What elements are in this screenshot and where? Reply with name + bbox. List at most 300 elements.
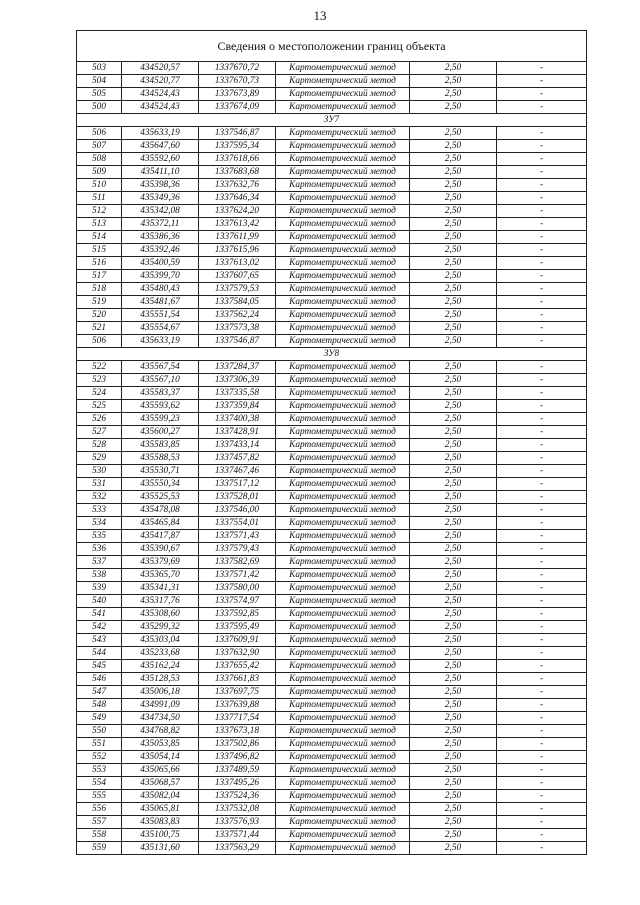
- description-cell: -: [497, 530, 587, 543]
- table-row: [77, 686, 587, 699]
- coord-x-cell: 435592,60: [122, 153, 199, 166]
- table-row: [77, 504, 587, 517]
- point-number-cell: 543: [77, 634, 122, 647]
- coord-y-cell: 1337592,85: [199, 608, 276, 621]
- method-cell: Картометрический метод: [276, 608, 410, 621]
- table-row: [77, 62, 587, 75]
- method-cell: Картометрический метод: [276, 530, 410, 543]
- table-row: [77, 517, 587, 530]
- accuracy-cell: 2,50: [410, 400, 497, 413]
- section-label: ЗУ7: [77, 114, 587, 127]
- accuracy-cell: 2,50: [410, 231, 497, 244]
- description-cell: -: [497, 309, 587, 322]
- point-number-cell: 507: [77, 140, 122, 153]
- coord-x-cell: 435583,85: [122, 439, 199, 452]
- description-cell: -: [497, 322, 587, 335]
- coord-y-cell: 1337457,82: [199, 452, 276, 465]
- description-cell: -: [497, 673, 587, 686]
- description-cell: -: [497, 543, 587, 556]
- description-cell: -: [497, 426, 587, 439]
- method-cell: Картометрический метод: [276, 231, 410, 244]
- table-row: [77, 218, 587, 231]
- table-row: [77, 751, 587, 764]
- table-row: [77, 803, 587, 816]
- point-number-cell: 541: [77, 608, 122, 621]
- description-cell: -: [497, 140, 587, 153]
- table-row: [77, 413, 587, 426]
- method-cell: Картометрический метод: [276, 452, 410, 465]
- method-cell: Картометрический метод: [276, 517, 410, 530]
- method-cell: Картометрический метод: [276, 816, 410, 829]
- accuracy-cell: 2,50: [410, 218, 497, 231]
- description-cell: -: [497, 803, 587, 816]
- coord-x-cell: 435006,18: [122, 686, 199, 699]
- method-cell: Картометрический метод: [276, 322, 410, 335]
- description-cell: -: [497, 413, 587, 426]
- accuracy-cell: 2,50: [410, 75, 497, 88]
- accuracy-cell: 2,50: [410, 322, 497, 335]
- point-number-cell: 513: [77, 218, 122, 231]
- description-cell: -: [497, 335, 587, 348]
- table-row: [77, 621, 587, 634]
- accuracy-cell: 2,50: [410, 608, 497, 621]
- accuracy-cell: 2,50: [410, 192, 497, 205]
- description-cell: -: [497, 764, 587, 777]
- point-number-cell: 512: [77, 205, 122, 218]
- coord-x-cell: 434768,82: [122, 725, 199, 738]
- coord-y-cell: 1337584,05: [199, 296, 276, 309]
- accuracy-cell: 2,50: [410, 842, 497, 855]
- table-row: [77, 595, 587, 608]
- point-number-cell: 550: [77, 725, 122, 738]
- table-row: [77, 426, 587, 439]
- point-number-cell: 538: [77, 569, 122, 582]
- table-row: [77, 491, 587, 504]
- description-cell: -: [497, 231, 587, 244]
- description-cell: -: [497, 374, 587, 387]
- coord-x-cell: 435530,71: [122, 465, 199, 478]
- description-cell: -: [497, 647, 587, 660]
- coord-x-cell: 435550,34: [122, 478, 199, 491]
- coord-x-cell: 435128,53: [122, 673, 199, 686]
- description-cell: -: [497, 88, 587, 101]
- method-cell: Картометрический метод: [276, 374, 410, 387]
- coord-x-cell: 435567,10: [122, 374, 199, 387]
- description-cell: -: [497, 595, 587, 608]
- coord-y-cell: 1337670,72: [199, 62, 276, 75]
- table-row: [77, 699, 587, 712]
- method-cell: Картометрический метод: [276, 244, 410, 257]
- table-row: [77, 543, 587, 556]
- table-row: [77, 465, 587, 478]
- boundary-table-container: [76, 30, 586, 855]
- coord-x-cell: 435551,54: [122, 309, 199, 322]
- table-row: [77, 816, 587, 829]
- coord-x-cell: 435399,70: [122, 270, 199, 283]
- table-row: [77, 439, 587, 452]
- accuracy-cell: 2,50: [410, 426, 497, 439]
- description-cell: -: [497, 725, 587, 738]
- description-cell: -: [497, 478, 587, 491]
- coord-x-cell: 435583,37: [122, 387, 199, 400]
- description-cell: -: [497, 75, 587, 88]
- accuracy-cell: 2,50: [410, 647, 497, 660]
- table-row: [77, 829, 587, 842]
- coord-x-cell: 435633,19: [122, 335, 199, 348]
- accuracy-cell: 2,50: [410, 244, 497, 257]
- accuracy-cell: 2,50: [410, 686, 497, 699]
- boundary-table: [76, 30, 587, 855]
- accuracy-cell: 2,50: [410, 699, 497, 712]
- method-cell: Картометрический метод: [276, 283, 410, 296]
- point-number-cell: 520: [77, 309, 122, 322]
- accuracy-cell: 2,50: [410, 478, 497, 491]
- coord-y-cell: 1337674,09: [199, 101, 276, 114]
- table-row: [77, 556, 587, 569]
- coord-y-cell: 1337495,26: [199, 777, 276, 790]
- point-number-cell: 556: [77, 803, 122, 816]
- table-header-row: [77, 31, 587, 62]
- coord-x-cell: 435386,36: [122, 231, 199, 244]
- accuracy-cell: 2,50: [410, 816, 497, 829]
- coord-y-cell: 1337670,73: [199, 75, 276, 88]
- coord-x-cell: 435065,81: [122, 803, 199, 816]
- description-cell: -: [497, 270, 587, 283]
- description-cell: -: [497, 218, 587, 231]
- description-cell: -: [497, 634, 587, 647]
- method-cell: Картометрический метод: [276, 777, 410, 790]
- point-number-cell: 522: [77, 361, 122, 374]
- coord-y-cell: 1337632,76: [199, 179, 276, 192]
- table-row: [77, 478, 587, 491]
- description-cell: -: [497, 283, 587, 296]
- point-number-cell: 518: [77, 283, 122, 296]
- method-cell: Картометрический метод: [276, 647, 410, 660]
- coord-x-cell: 435390,67: [122, 543, 199, 556]
- coord-x-cell: 435411,10: [122, 166, 199, 179]
- coord-x-cell: 434520,57: [122, 62, 199, 75]
- method-cell: Картометрический метод: [276, 296, 410, 309]
- coord-y-cell: 1337697,75: [199, 686, 276, 699]
- method-cell: Картометрический метод: [276, 153, 410, 166]
- coord-y-cell: 1337489,59: [199, 764, 276, 777]
- point-number-cell: 544: [77, 647, 122, 660]
- accuracy-cell: 2,50: [410, 439, 497, 452]
- accuracy-cell: 2,50: [410, 504, 497, 517]
- table-row: [77, 764, 587, 777]
- method-cell: Картометрический метод: [276, 543, 410, 556]
- coord-y-cell: 1337532,08: [199, 803, 276, 816]
- point-number-cell: 506: [77, 335, 122, 348]
- method-cell: Картометрический метод: [276, 699, 410, 712]
- coord-y-cell: 1337496,82: [199, 751, 276, 764]
- method-cell: Картометрический метод: [276, 400, 410, 413]
- point-number-cell: 505: [77, 88, 122, 101]
- point-number-cell: 514: [77, 231, 122, 244]
- table-row: [77, 179, 587, 192]
- description-cell: -: [497, 439, 587, 452]
- accuracy-cell: 2,50: [410, 101, 497, 114]
- point-number-cell: 532: [77, 491, 122, 504]
- coord-x-cell: 435567,54: [122, 361, 199, 374]
- point-number-cell: 510: [77, 179, 122, 192]
- coord-y-cell: 1337576,93: [199, 816, 276, 829]
- point-number-cell: 517: [77, 270, 122, 283]
- coord-y-cell: 1337284,37: [199, 361, 276, 374]
- method-cell: Картометрический метод: [276, 829, 410, 842]
- description-cell: -: [497, 205, 587, 218]
- table-row: [77, 205, 587, 218]
- point-number-cell: 545: [77, 660, 122, 673]
- method-cell: Картометрический метод: [276, 725, 410, 738]
- coord-y-cell: 1337528,01: [199, 491, 276, 504]
- table-row: [77, 660, 587, 673]
- description-cell: -: [497, 361, 587, 374]
- coord-x-cell: 435400,59: [122, 257, 199, 270]
- accuracy-cell: 2,50: [410, 530, 497, 543]
- coord-x-cell: 435392,46: [122, 244, 199, 257]
- table-row: [77, 400, 587, 413]
- coord-x-cell: 435303,04: [122, 634, 199, 647]
- table-row: [77, 101, 587, 114]
- coord-x-cell: 435068,57: [122, 777, 199, 790]
- coord-y-cell: 1337661,83: [199, 673, 276, 686]
- coord-y-cell: 1337673,89: [199, 88, 276, 101]
- point-number-cell: 529: [77, 452, 122, 465]
- method-cell: Картометрический метод: [276, 335, 410, 348]
- coord-x-cell: 435481,67: [122, 296, 199, 309]
- table-row: [77, 309, 587, 322]
- table-row: [77, 790, 587, 803]
- accuracy-cell: 2,50: [410, 725, 497, 738]
- coord-y-cell: 1337639,88: [199, 699, 276, 712]
- table-row: [77, 582, 587, 595]
- point-number-cell: 524: [77, 387, 122, 400]
- point-number-cell: 554: [77, 777, 122, 790]
- description-cell: -: [497, 296, 587, 309]
- accuracy-cell: 2,50: [410, 764, 497, 777]
- accuracy-cell: 2,50: [410, 595, 497, 608]
- coord-y-cell: 1337582,69: [199, 556, 276, 569]
- coord-x-cell: 435633,19: [122, 127, 199, 140]
- accuracy-cell: 2,50: [410, 335, 497, 348]
- coord-x-cell: 435465,84: [122, 517, 199, 530]
- point-number-cell: 552: [77, 751, 122, 764]
- coord-x-cell: 435647,60: [122, 140, 199, 153]
- method-cell: Картометрический метод: [276, 595, 410, 608]
- accuracy-cell: 2,50: [410, 153, 497, 166]
- coord-y-cell: 1337611,99: [199, 231, 276, 244]
- coord-x-cell: 435053,85: [122, 738, 199, 751]
- coord-x-cell: 435398,36: [122, 179, 199, 192]
- accuracy-cell: 2,50: [410, 621, 497, 634]
- table-row: [77, 335, 587, 348]
- coord-y-cell: 1337546,87: [199, 335, 276, 348]
- method-cell: Картометрический метод: [276, 75, 410, 88]
- method-cell: Картометрический метод: [276, 270, 410, 283]
- accuracy-cell: 2,50: [410, 829, 497, 842]
- coord-x-cell: 435480,43: [122, 283, 199, 296]
- description-cell: -: [497, 712, 587, 725]
- coord-x-cell: 435379,69: [122, 556, 199, 569]
- coord-y-cell: 1337433,14: [199, 439, 276, 452]
- description-cell: -: [497, 504, 587, 517]
- method-cell: Картометрический метод: [276, 686, 410, 699]
- coord-x-cell: 435341,31: [122, 582, 199, 595]
- description-cell: -: [497, 816, 587, 829]
- accuracy-cell: 2,50: [410, 673, 497, 686]
- point-number-cell: 537: [77, 556, 122, 569]
- point-number-cell: 509: [77, 166, 122, 179]
- method-cell: Картометрический метод: [276, 803, 410, 816]
- point-number-cell: 527: [77, 426, 122, 439]
- table-row: [77, 75, 587, 88]
- coord-x-cell: 434524,43: [122, 101, 199, 114]
- table-row: [77, 270, 587, 283]
- coord-x-cell: 435054,14: [122, 751, 199, 764]
- table-row: [77, 166, 587, 179]
- description-cell: -: [497, 686, 587, 699]
- coord-x-cell: 435100,75: [122, 829, 199, 842]
- table-row: [77, 387, 587, 400]
- method-cell: Картометрический метод: [276, 257, 410, 270]
- coord-x-cell: 435417,87: [122, 530, 199, 543]
- point-number-cell: 526: [77, 413, 122, 426]
- coord-y-cell: 1337618,66: [199, 153, 276, 166]
- method-cell: Картометрический метод: [276, 166, 410, 179]
- description-cell: -: [497, 582, 587, 595]
- coord-y-cell: 1337562,24: [199, 309, 276, 322]
- coord-y-cell: 1337574,97: [199, 595, 276, 608]
- point-number-cell: 516: [77, 257, 122, 270]
- accuracy-cell: 2,50: [410, 556, 497, 569]
- table-row: [77, 569, 587, 582]
- accuracy-cell: 2,50: [410, 452, 497, 465]
- coord-y-cell: 1337609,91: [199, 634, 276, 647]
- description-cell: -: [497, 621, 587, 634]
- table-row: [77, 296, 587, 309]
- method-cell: Картометрический метод: [276, 439, 410, 452]
- point-number-cell: 559: [77, 842, 122, 855]
- coord-y-cell: 1337613,42: [199, 218, 276, 231]
- coord-y-cell: 1337517,12: [199, 478, 276, 491]
- coord-x-cell: 435233,68: [122, 647, 199, 660]
- point-number-cell: 533: [77, 504, 122, 517]
- coord-y-cell: 1337306,39: [199, 374, 276, 387]
- description-cell: -: [497, 179, 587, 192]
- coord-y-cell: 1337563,29: [199, 842, 276, 855]
- table-row: [77, 127, 587, 140]
- method-cell: Картометрический метод: [276, 764, 410, 777]
- description-cell: -: [497, 777, 587, 790]
- accuracy-cell: 2,50: [410, 179, 497, 192]
- accuracy-cell: 2,50: [410, 712, 497, 725]
- description-cell: -: [497, 257, 587, 270]
- description-cell: -: [497, 556, 587, 569]
- accuracy-cell: 2,50: [410, 569, 497, 582]
- coord-x-cell: 435083,83: [122, 816, 199, 829]
- accuracy-cell: 2,50: [410, 309, 497, 322]
- table-row: [77, 647, 587, 660]
- accuracy-cell: 2,50: [410, 777, 497, 790]
- accuracy-cell: 2,50: [410, 140, 497, 153]
- coord-x-cell: 435372,11: [122, 218, 199, 231]
- point-number-cell: 500: [77, 101, 122, 114]
- point-number-cell: 539: [77, 582, 122, 595]
- coord-y-cell: 1337683,68: [199, 166, 276, 179]
- method-cell: Картометрический метод: [276, 842, 410, 855]
- point-number-cell: 534: [77, 517, 122, 530]
- coord-y-cell: 1337554,01: [199, 517, 276, 530]
- coord-y-cell: 1337428,91: [199, 426, 276, 439]
- coord-y-cell: 1337624,20: [199, 205, 276, 218]
- point-number-cell: 551: [77, 738, 122, 751]
- point-number-cell: 535: [77, 530, 122, 543]
- method-cell: Картометрический метод: [276, 218, 410, 231]
- method-cell: Картометрический метод: [276, 88, 410, 101]
- point-number-cell: 536: [77, 543, 122, 556]
- table-row: [77, 140, 587, 153]
- point-number-cell: 508: [77, 153, 122, 166]
- table-row: [77, 777, 587, 790]
- method-cell: Картометрический метод: [276, 673, 410, 686]
- point-number-cell: 523: [77, 374, 122, 387]
- description-cell: -: [497, 491, 587, 504]
- coord-y-cell: 1337400,38: [199, 413, 276, 426]
- description-cell: -: [497, 244, 587, 257]
- description-cell: -: [497, 400, 587, 413]
- accuracy-cell: 2,50: [410, 283, 497, 296]
- table-row: [77, 153, 587, 166]
- coord-y-cell: 1337573,38: [199, 322, 276, 335]
- coord-x-cell: 435162,24: [122, 660, 199, 673]
- point-number-cell: 519: [77, 296, 122, 309]
- method-cell: Картометрический метод: [276, 205, 410, 218]
- method-cell: Картометрический метод: [276, 569, 410, 582]
- coord-x-cell: 435599,23: [122, 413, 199, 426]
- coord-y-cell: 1337571,43: [199, 530, 276, 543]
- coord-y-cell: 1337359,84: [199, 400, 276, 413]
- point-number-cell: 530: [77, 465, 122, 478]
- coord-x-cell: 435525,53: [122, 491, 199, 504]
- accuracy-cell: 2,50: [410, 582, 497, 595]
- coord-x-cell: 434734,50: [122, 712, 199, 725]
- page-number: 13: [313, 8, 327, 23]
- description-cell: -: [497, 465, 587, 478]
- point-number-cell: 542: [77, 621, 122, 634]
- accuracy-cell: 2,50: [410, 543, 497, 556]
- coord-y-cell: 1337673,18: [199, 725, 276, 738]
- method-cell: Картометрический метод: [276, 62, 410, 75]
- table-row: [77, 374, 587, 387]
- point-number-cell: 558: [77, 829, 122, 842]
- coord-y-cell: 1337580,00: [199, 582, 276, 595]
- point-number-cell: 549: [77, 712, 122, 725]
- coord-y-cell: 1337335,58: [199, 387, 276, 400]
- accuracy-cell: 2,50: [410, 465, 497, 478]
- method-cell: Картометрический метод: [276, 140, 410, 153]
- description-cell: -: [497, 608, 587, 621]
- coord-x-cell: 434991,09: [122, 699, 199, 712]
- accuracy-cell: 2,50: [410, 374, 497, 387]
- method-cell: Картометрический метод: [276, 101, 410, 114]
- table-row: [77, 608, 587, 621]
- coord-y-cell: 1337502,86: [199, 738, 276, 751]
- accuracy-cell: 2,50: [410, 413, 497, 426]
- table-row: [77, 257, 587, 270]
- coord-y-cell: 1337524,36: [199, 790, 276, 803]
- accuracy-cell: 2,50: [410, 205, 497, 218]
